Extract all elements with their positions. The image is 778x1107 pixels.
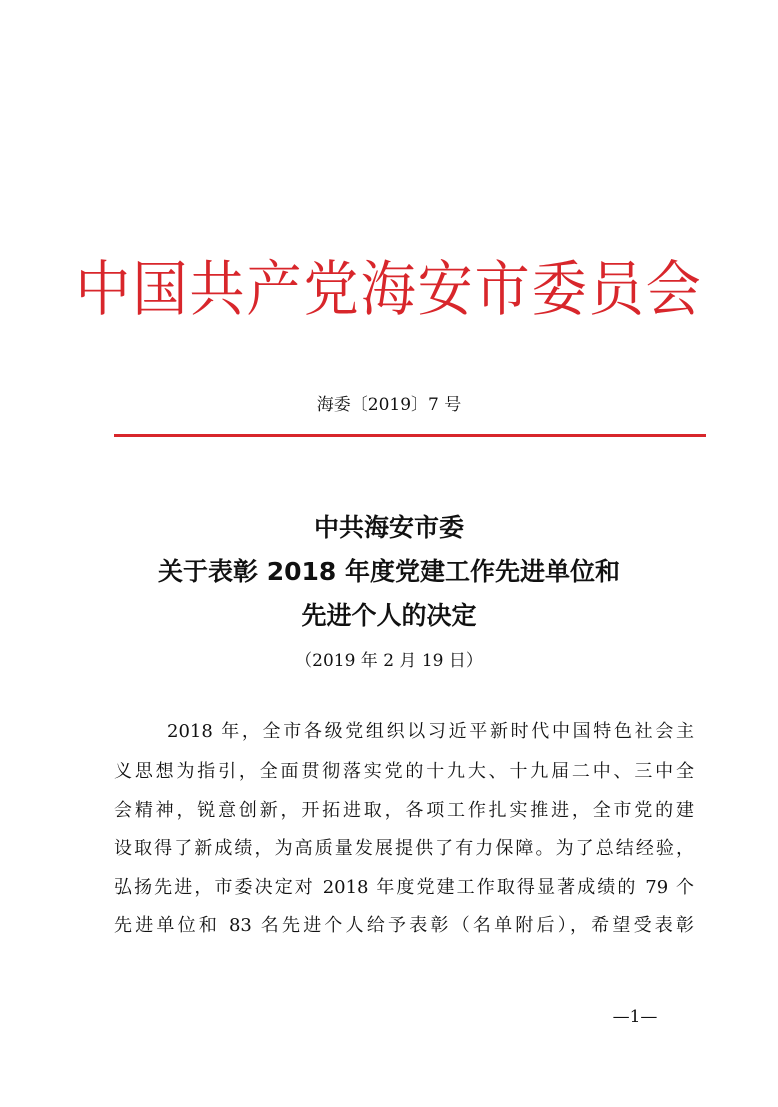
body-line-5: 弘扬先进，市委决定对 2018 年度党建工作取得显著成绩的 79 个	[114, 877, 694, 898]
body-line-2: 义思想为指引，全面贯彻落实党的十九大、十九届二中、三中全	[114, 761, 694, 782]
body-line-4: 设取得了新成绩，为高质量发展提供了有力保障。为了总结经验，	[114, 838, 694, 859]
issue-date: （2019 年 2 月 19 日）	[295, 651, 483, 671]
document-number: 海委〔2019〕7 号	[316, 395, 462, 415]
body-line-1: 2018 年，全市各级党组织以习近平新时代中国特色社会主	[167, 721, 694, 742]
masthead-title: 中国共产党海安市委员会	[75, 255, 703, 325]
title-line-1: 中共海安市委	[313, 513, 464, 542]
title-line-3: 先进个人的决定	[301, 601, 477, 630]
title-line-2: 关于表彰 2018 年度党建工作先进单位和	[158, 557, 620, 586]
body-line-3: 会精神，锐意创新，开拓进取，各项工作扎实推进，全市党的建	[114, 800, 694, 821]
body-line-6: 先进单位和 83 名先进个人给予表彰（名单附后），希望受表彰	[114, 915, 694, 936]
red-divider-rule	[114, 434, 706, 437]
page-number: —1—	[612, 1007, 658, 1027]
